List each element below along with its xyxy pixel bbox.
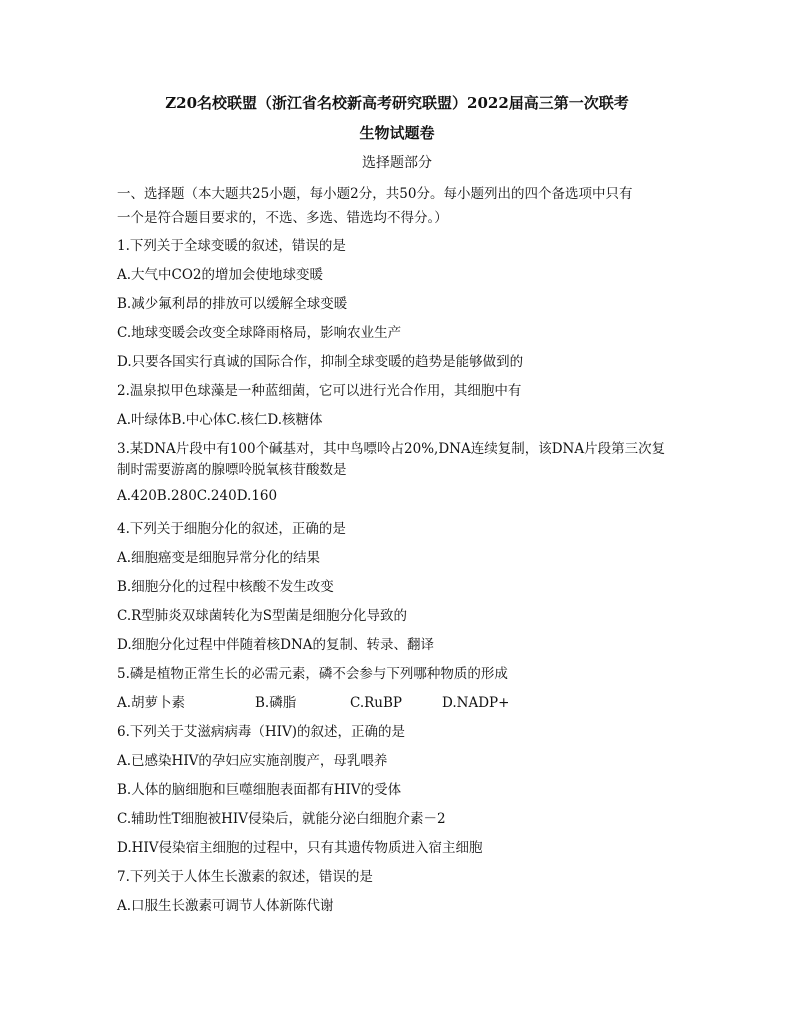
question-5-option-b: B.磷脂 [255, 695, 297, 711]
instructions-line-1: 一、选择题（本大题共25小题，每小题2分，共50分。每小题列出的四个备选项中只有 [117, 186, 633, 202]
question-3-options: A.420B.280C.240D.160 [117, 488, 278, 504]
part-title: 选择题部分 [362, 155, 432, 171]
question-7-stem: 7.下列关于人体生长激素的叙述，错误的是 [117, 869, 373, 885]
question-6-option-d: D.HIV侵染宿主细胞的过程中，只有其遗传物质进入宿主细胞 [117, 840, 483, 856]
question-1-option-a: A.大气中CO2的增加会使地球变暖 [117, 267, 324, 283]
exam-title: Z20名校联盟（浙江省名校新高考研究联盟）2022届高三第一次联考 [165, 94, 629, 112]
question-5-option-d: D.NADP+ [442, 695, 510, 711]
question-4-option-a: A.细胞癌变是细胞异常分化的结果 [117, 550, 321, 566]
question-3-stem-line-2: 制时需要游离的腺嘌呤脱氧核苷酸数是 [117, 462, 347, 478]
question-5-option-c: C.RuBP [350, 695, 403, 711]
question-3-stem-line-1: 3.某DNA片段中有100个碱基对，其中鸟嘌呤占20%,DNA连续复制，该DNA片段第三次复 [117, 441, 666, 457]
question-1-option-c: C.地球变暖会改变全球降雨格局，影响农业生产 [117, 325, 402, 341]
question-4-option-d: D.细胞分化过程中伴随着核DNA的复制、转录、翻译 [117, 637, 435, 653]
question-1-option-b: B.减少氟利昂的排放可以缓解全球变暖 [117, 296, 348, 312]
question-4-option-b: B.细胞分化的过程中核酸不发生改变 [117, 579, 334, 595]
subject-title: 生物试题卷 [359, 124, 435, 142]
question-4-stem: 4.下列关于细胞分化的叙述，正确的是 [117, 521, 346, 537]
question-6-option-b: B.人体的脑细胞和巨噬细胞表面都有HIV的受体 [117, 782, 402, 798]
instructions-line-2: 一个是符合题目要求的，不选、多选、错选均不得分。） [117, 210, 448, 226]
question-4-option-c: C.R型肺炎双球菌转化为S型菌是细胞分化导致的 [117, 608, 408, 624]
question-5-option-a: A.胡萝卜素 [117, 695, 186, 711]
question-2-stem: 2.温泉拟甲色球藻是一种蓝细菌，它可以进行光合作用，其细胞中有 [117, 383, 522, 399]
question-6-stem: 6.下列关于艾滋病病毒（HIV)的叙述，正确的是 [117, 724, 406, 740]
question-1-stem: 1.下列关于全球变暖的叙述，错误的是 [117, 238, 346, 254]
question-6-option-a: A.已感染HIV的孕妇应实施剖腹产，母乳喂养 [117, 753, 388, 769]
question-2-options: A.叶绿体B.中心体C.核仁D.核糖体 [117, 412, 323, 428]
question-6-option-c: C.辅助性T细胞被HIV侵染后，就能分泌白细胞介素－2 [117, 811, 446, 827]
question-1-option-d: D.只要各国实行真诚的国际合作，抑制全球变暖的趋势是能够做到的 [117, 354, 524, 370]
question-5-options [117, 691, 509, 711]
question-5-stem: 5.磷是植物正常生长的必需元素，磷不会参与下列哪种物质的形成 [117, 666, 508, 682]
question-7-option-a: A.口服生长激素可调节人体新陈代谢 [117, 898, 334, 914]
